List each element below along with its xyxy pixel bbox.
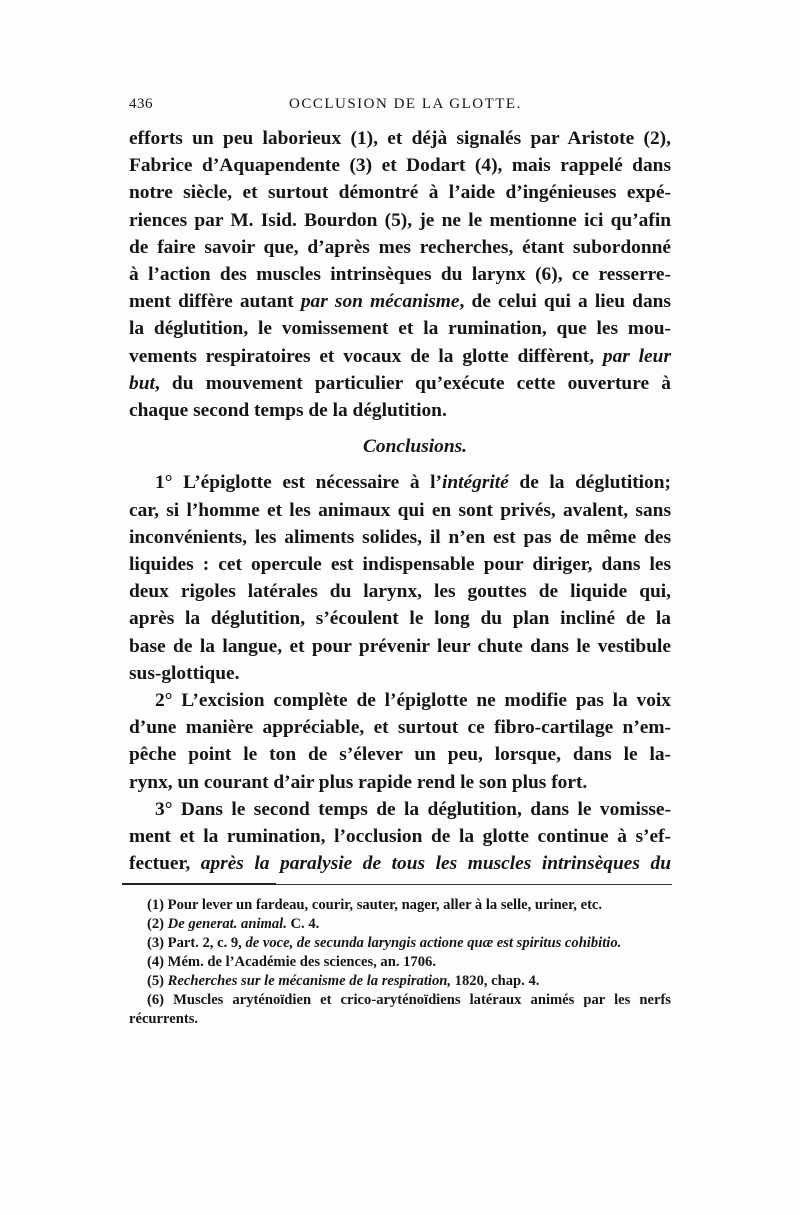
paragraph-2-line-7: base de la langue, et pour prévenir leur chute dans le vestibule [129,635,671,657]
paragraph-2-line-5: deux rigoles latérales du larynx, les gouttes de liquide qui, [129,581,671,603]
paragraph-1-line-1: efforts un peu laborieux (1), et déjà signalés par Aristote (2), [129,128,671,149]
paragraph-1-line-5: de faire savoir que, d’après mes recherches, étant subordonné [129,236,671,258]
footnote-rule [122,883,276,885]
page-number: 436 [129,96,153,112]
paragraph-4-line-2: ment et la rumination, l’occlusion de la glotte continue à s’ef- [129,826,671,848]
text-run: vements respiratoires et vocaux de la glotte diffèrent, [129,345,603,367]
paragraph-2-line-3: inconvénients, les aliments solides, il n’en est pas de même des [129,526,671,548]
text-run: (5) [147,973,168,989]
text-run: 1820, chap. 4. [451,973,540,989]
paragraph-1-line-3: notre siècle, et surtout démontré à l’aide d’ingénieuses expé- [129,182,671,204]
emphasis-text: après la paralysie de tous les muscles intrinsèques du [200,853,671,875]
emphasis-text: but [129,372,155,394]
page-header [129,96,671,118]
paragraph-1-line-8: la déglutition, le vomissement et la rumination, que les mou- [129,318,671,340]
paragraph-2-line-6: après la déglutition, s’écoulent le long du plan incliné de la [129,608,671,630]
paragraph-2-line-4: liquides : cet opercule est indispensable pour diriger, dans les [129,554,671,576]
text-run: ment diffère autant [129,291,301,313]
text-run: , de celui qui a lieu dans [459,291,671,313]
text-run: (3) Part. 2, c. 9, [147,935,246,951]
text-run: de la déglutition; [508,472,671,494]
paragraph-3-line-4: rynx, un courant d’air plus rapide rend le son plus fort. [129,771,588,793]
paragraph-3-line-1: 2° L’excision complète de l’épiglotte ne modifie pas la voix [155,690,671,712]
footnote-1: (1) Pour lever un fardeau, courir, sauter, nager, aller à la selle, uriner, etc. [147,897,603,913]
emphasis-text: De generat. animal. [167,916,287,932]
paragraph-1-line-7 [129,288,671,315]
footnote-4: (4) Mém. de l’Académie des sciences, an. 1706. [147,954,436,970]
body-text [129,125,671,877]
footnotes [129,896,671,1029]
footnote-2 [129,915,671,934]
running-title: OCCLUSION DE LA GLOTTE. [289,96,522,112]
paragraph-2-line-8: sus-glottique. [129,662,240,684]
paragraph-4-line-3 [129,850,671,877]
text-run: (2) [147,916,168,932]
footnote-5 [129,972,671,991]
paragraph-1-line-9 [129,343,671,370]
paragraph-1-line-10 [129,370,671,397]
paragraph-1-line-6: à l’action des muscles intrinsèques du larynx (6), ce resserre- [129,264,671,286]
paragraph-2-line-2: car, si l’homme et les animaux qui en sont privés, avalent, sans [129,499,671,521]
paragraph-3-line-2: d’une manière appréciable, et surtout ce fibro-cartilage n’em- [129,717,671,739]
text-run: , du mouvement particulier qu’exécute cette ouverture à [154,372,671,394]
footnote-6: (6) Muscles aryténoïdien et crico-aryténoïdiens latéraux animés par les nerfs récurrents. [129,992,671,1027]
emphasis-text: Recherches sur le mécanisme de la respiration, [167,973,452,989]
paragraph-1-line-4: riences par M. Isid. Bourdon (5), je ne le mentionne ici qu’afin [129,209,671,231]
paragraph-4-line-1: 3° Dans le second temps de la déglutition, dans le vomisse- [155,798,671,820]
footnote-rule-thin [276,884,672,885]
paragraph-2-line-1 [129,469,671,496]
section-heading: Conclusions. [363,436,467,458]
text-run: C. 4. [286,916,320,932]
paragraph-1-line-2: Fabrice d’Aquapendente (3) et Dodart (4), mais rappelé dans [129,155,671,177]
text-run: fectuer, [129,853,201,875]
emphasis-text: de voce, de secunda laryngis actione quæ est spiritus cohibitio. [245,935,622,951]
emphasis-text: par son mécanisme [300,291,460,313]
paragraph-1-line-11: chaque second temps de la déglutition. [129,400,447,422]
text-run: 1° L’épiglotte est nécessaire à l’ [155,472,442,494]
emphasis-text: intégrité [442,472,509,494]
paragraph-3-line-3: pêche point le ton de s’élever un peu, lorsque, dans le la- [129,744,671,766]
emphasis-text: par leur [602,345,671,367]
footnote-3 [129,934,671,953]
